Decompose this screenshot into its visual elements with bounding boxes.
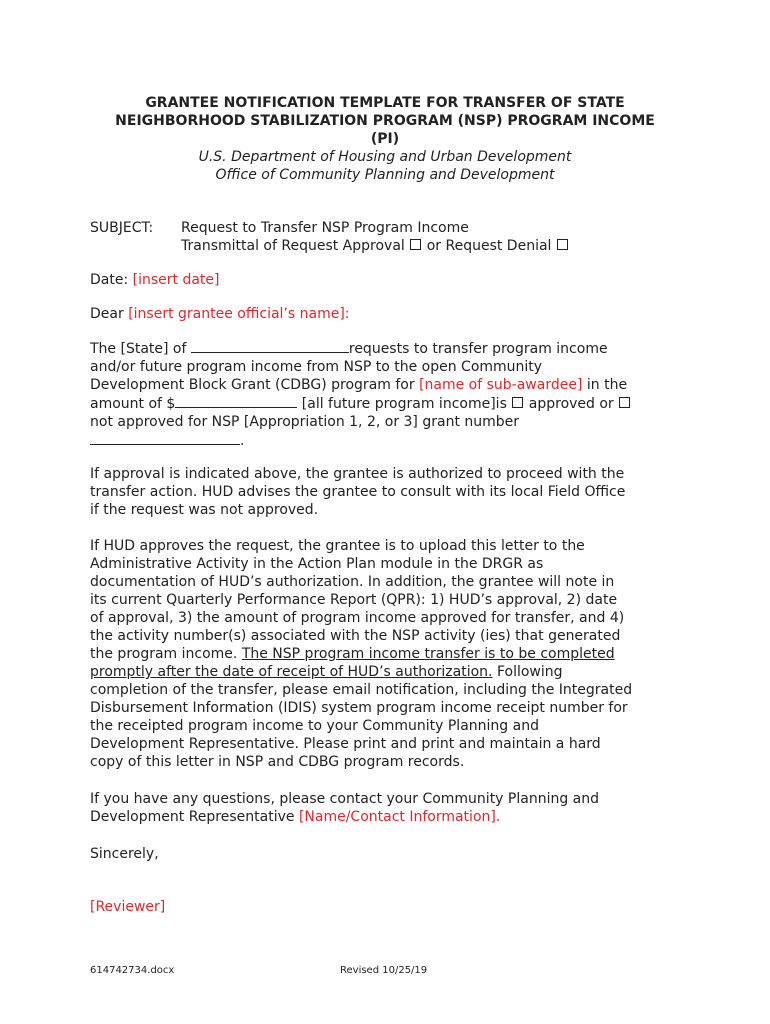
official-name-placeholder: [insert grantee official’s name]: [128,306,350,322]
para1-text: [all future program income]is [297,396,512,412]
para1-text: in the [582,377,628,393]
paragraph-contact [90,790,690,826]
footer-revised: Revised 10/25/19 [340,965,428,976]
approved-checkbox[interactable] [512,397,523,408]
para3-line: copy of this letter in NSP and CDBG program records. [90,754,465,770]
reviewer-placeholder: [Reviewer] [90,899,166,915]
not-approved-checkbox[interactable] [619,397,630,408]
para4-line: If you have any questions, please contact your Community Planning and [90,791,600,807]
para1-text: amount of $ [90,396,176,412]
salutation [90,305,350,323]
denial-checkbox[interactable] [557,239,568,250]
para3-text: Following [492,664,563,680]
para3-line: the receipted program income to your Community Planning and [90,718,539,734]
para1-text: . [240,433,245,449]
approval-label: Transmittal of Request Approval [181,238,405,254]
closing: Sincerely, [90,846,159,862]
para1-text: approved or [524,396,619,412]
para1-text: Development Block Grant (CDBG) program for [90,377,420,393]
subtitle-line-2: Office of Community Planning and Development [215,167,555,183]
subject-line-2 [181,237,569,255]
denial-label: or Request Denial [426,238,552,254]
para4-text: Development Representative [90,809,299,825]
footer-filename: 614742734.docx [90,965,175,976]
para3-text: the program income. [90,646,242,662]
underlined-requirement: promptly after the date of receipt of HUD’s authorization. [90,664,493,680]
date-label: Date: [90,272,129,288]
title-line-2: NEIGHBORHOOD STABILIZATION PROGRAM (NSP) PROGRAM INCOME [115,113,655,129]
para2-line: if the request was not approved. [90,502,319,518]
state-blank[interactable] [191,339,349,353]
para1-line: and/or future program income from NSP to the open Community [90,359,543,375]
date-placeholder: [insert date] [132,272,220,288]
subject-text [181,219,569,255]
amount-blank[interactable] [175,394,297,408]
underlined-requirement: The NSP program income transfer is to be completed [241,646,615,662]
document-title [80,94,690,148]
para1-text: The [State] of [90,341,191,357]
para3-line: its current Quarterly Performance Report (QPR): 1) HUD’s approval, 2) date [90,592,618,608]
sub-awardee-placeholder: [name of sub-awardee] [419,377,583,393]
title-line-3: (PI) [370,131,400,147]
grant-number-blank[interactable] [90,431,240,445]
para3-line: Administrative Activity in the Action Plan module in the DRGR as [90,556,544,572]
para3-line: completion of the transfer, please email notification, including the Integrated [90,682,633,698]
para1-text: requests to transfer program income [348,341,608,357]
para3-line: documentation of HUD’s authorization. In addition, the grantee will note in [90,574,615,590]
title-line-1: GRANTEE NOTIFICATION TEMPLATE FOR TRANSFER OF STATE [145,95,625,111]
subtitle-line-1: U.S. Department of Housing and Urban Development [198,149,572,165]
subject-line-1: Request to Transfer NSP Program Income [181,220,469,236]
para3-line: the activity number(s) associated with the NSP activity (ies) that generated [90,628,621,644]
para2-line: If approval is indicated above, the grantee is authorized to proceed with the [90,466,625,482]
para3-line: Disbursement Information (IDIS) system program income receipt number for [90,700,628,716]
paragraph-authorization [90,465,690,519]
para3-line: Development Representative. Please print and print and maintain a hard [90,736,601,752]
date-line [90,271,220,289]
dear-label: Dear [90,306,124,322]
paragraph-upload-instructions [90,537,690,771]
para1-line: not approved for NSP [Appropriation 1, 2, or 3] grant number [90,414,520,430]
contact-placeholder: [Name/Contact Information]. [298,809,501,825]
para3-line: If HUD approves the request, the grantee is to upload this letter to the [90,538,585,554]
para3-line: of approval, 3) the amount of program income approved for transfer, and 4) [90,610,625,626]
subject-label: SUBJECT: [90,220,154,236]
document-subtitle [80,148,690,184]
approval-checkbox[interactable] [410,239,421,250]
para2-line: transfer action. HUD advises the grantee to consult with its local Field Office [90,484,626,500]
paragraph-request [90,339,690,450]
